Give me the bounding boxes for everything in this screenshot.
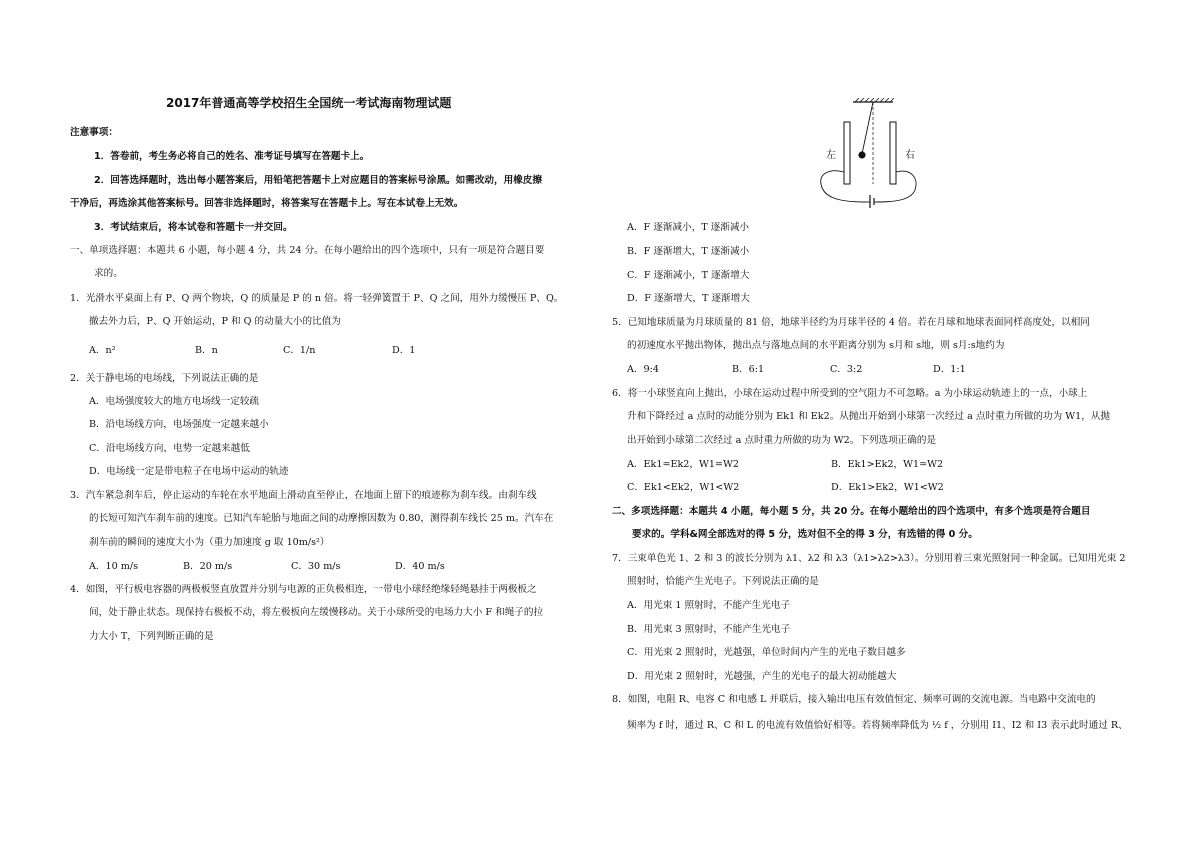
- q7-option-c: C．用光束 2 照射时，光越强，单位时间内产生的光电子数目越多: [627, 647, 906, 658]
- q5-option-a: A．9:4: [627, 364, 659, 375]
- q6-stem: 6．将一小球竖直向上抛出，小球在运动过程中所受到的空气阻力不可忽略。a 为小球运动轨迹上的一点，小球上: [612, 388, 1088, 399]
- q7-option-b: B．用光束 3 照射时，不能产生光电子: [627, 624, 791, 635]
- q1-option-b: B．n: [195, 345, 218, 356]
- q6-option-a: A．Ek1=Ek2，W1=W2: [627, 459, 739, 470]
- figure-left-label: 左: [826, 150, 836, 161]
- q7-stem-cont: 照射时，恰能产生光电子。下列说法正确的是: [627, 576, 819, 587]
- section2-heading-cont: 要求的。学科&网全部选对的得 5 分，选对但不全的得 3 分，有选错的得 0 分。: [632, 529, 978, 540]
- q2-stem: 2．关于静电场的电场线，下列说法正确的是: [70, 373, 259, 384]
- q3-option-d: D．40 m/s: [395, 561, 445, 572]
- notice-item-2: 2．回答选择题时，选出每小题答案后，用铅笔把答题卡上对应题目的答案标号涂黑。如需改动，用橡皮擦: [94, 175, 542, 186]
- q5-option-d: D．1:1: [933, 364, 966, 375]
- q5-stem-cont: 的初速度水平抛出物体，抛出点与落地点间的水平距离分别为 s月和 s地，则 s月:s地约为: [627, 340, 1005, 351]
- q7-stem: 7．三束单色光 1、2 和 3 的波长分别为 λ1、λ2 和 λ3（λ1>λ2>λ3）。分别用着三束光照射同一种金属。已知用光束 2: [612, 553, 1126, 564]
- q6-stem-cont2: 出开始到小球第二次经过 a 点时重力所做的功为 W2。下列选项正确的是: [627, 435, 937, 446]
- q3-option-b: B．20 m/s: [183, 561, 233, 572]
- section1-heading: 一、单项选择题：本题共 6 小题，每小题 4 分，共 24 分。在每小题给出的四个选项中，只有一项是符合题目要: [70, 245, 545, 256]
- q1-option-c: C．1/n: [283, 345, 316, 356]
- q2-option-d: D．电场线一定是带电粒子在电场中运动的轨迹: [89, 466, 289, 477]
- q6-stem-cont1: 升和下降经过 a 点时的动能分别为 Ek1 和 Ek2。从抛出开始到小球第一次经过 a 点时重力所做的功为 W1，从抛: [627, 411, 1110, 422]
- q1-option-a: A．n²: [89, 345, 116, 356]
- q1-option-d: D．1: [392, 345, 416, 356]
- q6-option-c: C．Ek1<Ek2，W1<W2: [627, 482, 740, 493]
- q4-stem-cont2: 力大小 T，下列判断正确的是: [89, 631, 214, 642]
- q4-option-c: C．F 逐渐减小，T 逐渐增大: [627, 270, 750, 281]
- q4-option-d: D．F 逐渐增大，T 逐渐增大: [627, 293, 750, 304]
- notice-item-3: 3．考试结束后，将本试卷和答题卡一并交回。: [94, 222, 293, 233]
- q4-stem: 4．如图，平行板电容器的两极板竖直放置并分别与电源的正负极相连，一带电小球经绝缘轻绳悬挂于两极板之: [70, 584, 537, 595]
- q1-stem: 1．光滑水平桌面上有 P、Q 两个物块，Q 的质量是 P 的 n 倍。将一轻弹簧置于 P、Q 之间，用外力缓慢压 P、Q。: [70, 293, 564, 304]
- q4-stem-cont1: 间，处于静止状态。现保持右极板不动，将左极板向左缓慢移动。关于小球所受的电场力大小 F 和绳子的拉: [89, 607, 544, 618]
- q3-option-c: C．30 m/s: [291, 561, 341, 572]
- q6-option-d: D．Ek1>Ek2，W1<W2: [831, 482, 944, 493]
- q3-stem: 3．汽车紧急刹车后，停止运动的车轮在水平地面上滑动直至停止，在地面上留下的痕迹称为刹车线。由刹车线: [70, 490, 537, 501]
- page-title: 2017年普通高等学校招生全国统一考试海南物理试题: [166, 96, 452, 110]
- q7-option-a: A．用光束 1 照射时，不能产生光电子: [627, 600, 791, 611]
- section1-heading-cont: 求的。: [94, 268, 123, 279]
- q2-option-a: A．电场强度较大的地方电场线一定较疏: [89, 396, 260, 407]
- q6-option-b: B．Ek1>Ek2，W1=W2: [831, 459, 944, 470]
- notice-item-2-cont: 干净后，再选涂其他答案标号。回答非选择题时，将答案写在答题卡上。写在本试卷上无效。: [70, 198, 464, 209]
- q3-stem-cont1: 的长短可知汽车刹车前的速度。已知汽车轮胎与地面之间的动摩擦因数为 0.80，测得刹车线长 25 m。汽车在: [89, 513, 554, 524]
- q2-option-b: B．沿电场线方向，电场强度一定越来越小: [89, 419, 269, 430]
- notice-heading: 注意事项：: [70, 127, 118, 138]
- q5-option-b: B．6:1: [732, 364, 765, 375]
- q5-stem: 5．已知地球质量为月球质量的 81 倍，地球半径约为月球半径的 4 倍。若在月球和地球表面同样高度处，以相同: [612, 317, 1090, 328]
- q3-option-a: A．10 m/s: [89, 561, 139, 572]
- q5-option-c: C．3:2: [830, 364, 863, 375]
- q3-stem-cont2: 刹车前的瞬间的速度大小为（重力加速度 g 取 10m/s²）: [89, 537, 330, 548]
- q8-stem-cont: 频率为 f 时，通过 R、C 和 L 的电流有效值恰好相等。若将频率降低为 ½ f ，分别用 I1、I2 和 I3 表示此时通过 R、: [627, 720, 1128, 731]
- q4-option-a: A．F 逐渐减小，T 逐渐减小: [627, 222, 750, 233]
- q7-option-d: D．用光束 2 照射时，光越强，产生的光电子的最大初动能越大: [627, 671, 897, 682]
- section2-heading: 二、多项选择题：本题共 4 小题，每小题 5 分，共 20 分。在每小题给出的四个选项中，有多个选项是符合题目: [612, 506, 1091, 517]
- figure-right-label: 右: [905, 150, 915, 161]
- notice-item-1: 1．答卷前，考生务必将自己的姓名、准考证号填写在答题卡上。: [94, 151, 370, 162]
- q2-option-c: C．沿电场线方向，电势一定越来越低: [89, 443, 250, 454]
- q1-stem-cont: 撤去外力后，P、Q 开始运动，P 和 Q 的动量大小的比值为: [89, 316, 341, 327]
- q4-option-b: B．F 逐渐增大，T 逐渐减小: [627, 246, 750, 257]
- q8-stem: 8．如图，电阻 R、电容 C 和电感 L 并联后，接入输出电压有效值恒定、频率可调的交流电源。当电路中交流电的: [612, 694, 1096, 705]
